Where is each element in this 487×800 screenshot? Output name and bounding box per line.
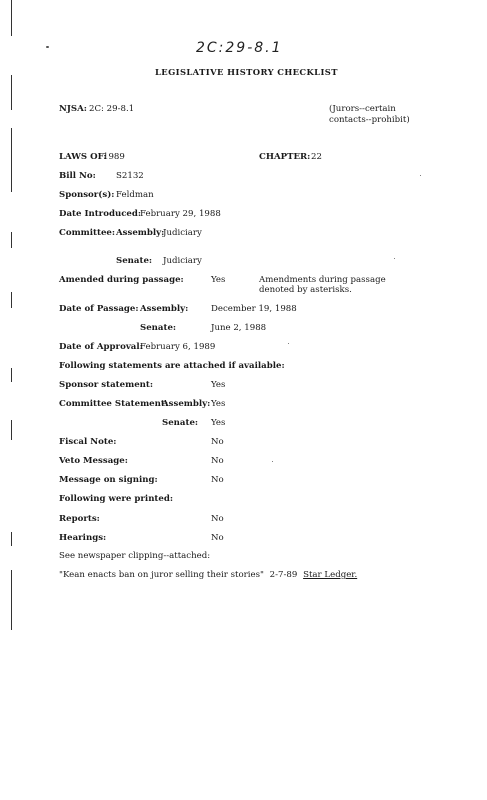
fiscal-note-label: Fiscal Note:: [59, 437, 117, 447]
subject-line-2: contacts--prohibit): [329, 115, 410, 125]
committee-senate-label: Senate:: [116, 256, 153, 266]
message-on-signing-value: No: [211, 475, 224, 485]
date-of-approval-label: Date of Approval:: [59, 342, 143, 352]
committee-label: Committee:: [59, 228, 116, 238]
subject-line-1: (Jurors--certain: [329, 104, 396, 114]
margin-line: [11, 532, 12, 546]
chapter-value: 22: [311, 152, 322, 162]
clipping-citation: [59, 570, 357, 580]
date-introduced-value: February 29, 1988: [140, 209, 221, 219]
committee-statement-assembly-label: Assembly:: [162, 399, 211, 409]
margin-line: [11, 420, 12, 440]
clipping-headline: "Kean enacts ban on juror selling their stories": [59, 570, 264, 580]
date-of-passage-label: Date of Passage:: [59, 304, 139, 314]
committee-assembly-label: Assembly:: [116, 228, 165, 238]
veto-message-label: Veto Message:: [59, 456, 128, 466]
margin-line: [11, 292, 12, 308]
message-on-signing-label: Message on signing:: [59, 475, 158, 485]
passage-senate-value: June 2, 1988: [211, 323, 267, 333]
amended-note-line-1: Amendments during passage: [259, 275, 386, 285]
margin-line: [11, 368, 12, 382]
committee-statement-senate-value: Yes: [211, 418, 226, 428]
margin-line: [11, 0, 12, 36]
scan-speck: [288, 343, 289, 344]
margin-line: [11, 232, 12, 248]
laws-of-label: LAWS OF:: [59, 152, 107, 162]
committee-statement-label: Committee Statement:: [59, 399, 169, 409]
margin-line: [11, 570, 12, 630]
njsa-value: 2C: 29-8.1: [89, 104, 135, 114]
clipping-source: Star Ledger.: [303, 570, 358, 580]
hearings-value: No: [211, 533, 224, 543]
passage-senate-label: Senate:: [140, 323, 177, 333]
laws-of-value: 1989: [103, 152, 125, 162]
sponsor-statement-label: Sponsor statement:: [59, 380, 154, 390]
margin-line: [11, 75, 12, 110]
hearings-label: Hearings:: [59, 533, 107, 543]
scan-speck: [394, 258, 395, 259]
clipping-note: See newspaper clipping--attached:: [59, 551, 211, 561]
sponsor-value: Feldman: [116, 190, 154, 200]
statements-heading: Following statements are attached if available:: [59, 361, 285, 371]
njsa-label: NJSA:: [59, 104, 87, 114]
bill-no-label: Bill No:: [59, 171, 96, 181]
passage-assembly-label: Assembly:: [140, 304, 189, 314]
committee-statement-assembly-value: Yes: [211, 399, 226, 409]
scan-speck: [420, 175, 421, 176]
clipping-date: 2-7-89: [269, 570, 298, 580]
page-title: LEGISLATIVE HISTORY CHECKLIST: [155, 67, 338, 77]
sponsor-label: Sponsor(s):: [59, 190, 115, 200]
amended-note-line-2: denoted by asterisks.: [259, 285, 352, 295]
bill-no-value: S2132: [116, 171, 144, 181]
committee-assembly-value: Judiciary: [163, 228, 202, 238]
sponsor-statement-value: Yes: [211, 380, 226, 390]
handwritten-statute-number: 2C:29-8.1: [196, 40, 283, 56]
passage-assembly-value: December 19, 1988: [211, 304, 297, 314]
reports-value: No: [211, 514, 224, 524]
veto-message-value: No: [211, 456, 224, 466]
amended-value: Yes: [211, 275, 226, 285]
reports-label: Reports:: [59, 514, 100, 524]
printed-heading: Following were printed:: [59, 494, 174, 504]
margin-line: [11, 128, 12, 192]
committee-statement-senate-label: Senate:: [162, 418, 199, 428]
amended-label: Amended during passage:: [59, 275, 184, 285]
scan-speck: [46, 46, 49, 48]
scan-speck: [272, 461, 273, 462]
date-introduced-label: Date Introduced:: [59, 209, 142, 219]
date-of-approval-value: February 6, 1989: [140, 342, 216, 352]
committee-senate-value: Judiciary: [163, 256, 202, 266]
fiscal-note-value: No: [211, 437, 224, 447]
chapter-label: CHAPTER:: [259, 152, 311, 162]
